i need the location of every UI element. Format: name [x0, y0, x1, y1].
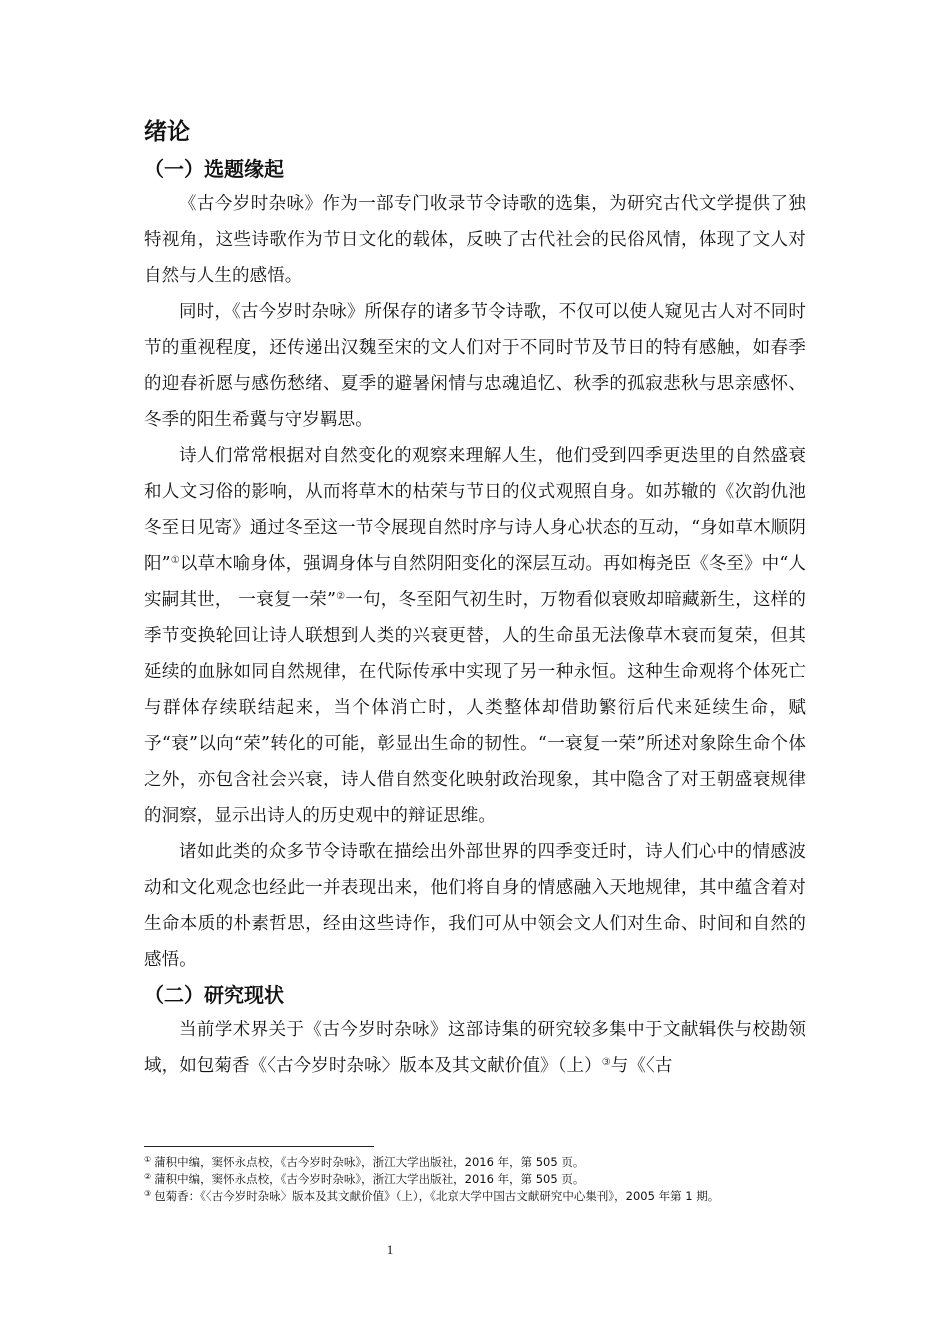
paragraph-3-text-b: 以草木喻身体，强调身体与自然阴阳变化的深层互动。再如梅尧臣《冬至》中“人实嗣其世， 一衰复一荣” [144, 554, 806, 610]
footnote-mark-1: ① [144, 1155, 152, 1164]
body-content [144, 112, 806, 1084]
footnote-1 [144, 1154, 806, 1171]
footnote-2 [144, 1171, 806, 1188]
paragraph-4: 诸如此类的众多节令诗歌在描绘出外部世界的四季变迁时，诗人们心中的情感波动和文化观念也经此一并表现出来，他们将自身的情感融入天地规律，其中蕴含着对生命本质的朴素哲思，经由这些诗作，我们可从中领会文人们对生命、时间和自然的感悟。 [144, 842, 806, 970]
footnote-ref-1[interactable]: ① [170, 555, 180, 566]
footnote-mark-3: ③ [144, 1189, 152, 1198]
footnote-text-2: 蒲积中编，窦怀永点校，《古今岁时杂咏》，浙江大学出版社，2016 年，第 505 页。 [154, 1172, 585, 1186]
paragraph-3 [144, 438, 806, 834]
section-heading-origin: （一）选题缘起 [144, 157, 284, 181]
footnotes [144, 1154, 806, 1205]
footnote-text-1: 蒲积中编，窦怀永点校，《古今岁时杂咏》，浙江大学出版社，2016 年，第 505 页。 [154, 1155, 585, 1169]
paragraph-3-text-c: 一句，冬至阳气初生时，万物看似衰败却暗藏新生，这样的季节变换轮回让诗人联想到人类的兴衰更替，人的生命虽无法像草木衰而复荣，但其延续的血脉如同自然规律，在代际传承中实现了另一种永恒。这种生命观将个体死亡与群体存续联结起来，当个体消亡时，人类整体却借助繁衍后代来延续生命，赋予“衰”以向“荣”转化的可能，彰显出生命的韧性。“一衰复一荣”所述对象除生命个体之外，亦包含社会兴衰，诗人借自然变化映射政治现象，其中隐含了对王朝盛衰规律的洞察，显示出诗人的历史观中的辩证思维。 [144, 590, 806, 826]
footnote-ref-2[interactable]: ② [336, 591, 346, 602]
page-number: 1 [386, 1242, 394, 1257]
footnote-separator [144, 1146, 374, 1147]
paragraph-5 [144, 1012, 806, 1084]
paragraph-3-text-a: 诗人们常常根据对自然变化的观察来理解人生，他们受到四季更迭里的自然盛衰和人文习俗的影响，从而将草木的枯荣与节日的仪式观照自身。如苏辙的《次韵仇池冬至日见寄》通过冬至这一节令展现自然时序与诗人身心状态的互动，“身如草木顺阴阳” [144, 446, 806, 574]
footnote-3 [144, 1188, 806, 1205]
paragraph-5-text-b: 与《〈古 [610, 1056, 673, 1076]
paragraph-1: 《古今岁时杂咏》作为一部专门收录节令诗歌的选集，为研究古代文学提供了独特视角，这些诗歌作为节日文化的载体，反映了古代社会的民俗风情，体现了文人对自然与人生的感悟。 [144, 194, 806, 286]
footnote-mark-2: ② [144, 1172, 152, 1181]
footnote-text-3: 包菊香：《〈古今岁时杂咏〉版本及其文献价值》（上），《北京大学中国古文献研究中心集刊》，2005 年第 1 期。 [154, 1189, 720, 1203]
section-heading-status: （二）研究现状 [144, 983, 284, 1007]
paragraph-2: 同时，《古今岁时杂咏》所保存的诸多节令诗歌，不仅可以使人窥见古人对不同时节的重视程度，还传递出汉魏至宋的文人们对于不同时节及节日的特有感触，如春季的迎春祈愿与感伤愁绪、夏季的避暑闲情与忠魂追忆、秋季的孤寂悲秋与思亲感怀、冬季的阳生希冀与守岁羁思。 [144, 302, 806, 430]
chapter-title: 绪论 [144, 119, 190, 145]
paragraph-5-text-a: 当前学术界关于《古今岁时杂咏》这部诗集的研究较多集中于文献辑佚与校勘领域，如包菊香《〈古今岁时杂咏〉版本及其文献价值》（上） [144, 1020, 806, 1076]
footnote-ref-3[interactable]: ③ [601, 1057, 611, 1068]
